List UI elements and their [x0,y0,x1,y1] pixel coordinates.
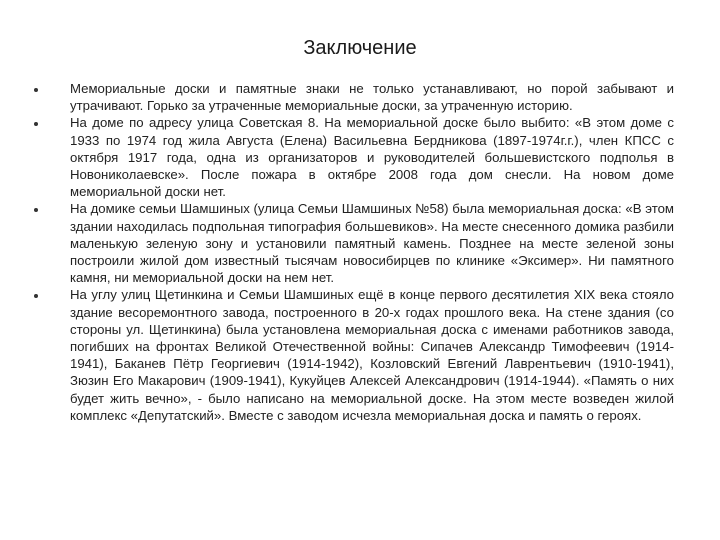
slide-title: Заключение [303,37,417,59]
bullet-text: На домике семьи Шамшиных (улица Семьи Шамшиных №58) была мемориальная доска: «В этом здании находилась подпольная типография большевиков». На месте снесенного домика разбили маленькую зеленую зону и установили памятный камень. Позднее на месте зеленой зоны построили жилой дом известный тысячам новосибирцев по клинике «Эксимер». Ни памятного камня, ни мемориальной доски на нем нет. [70,201,674,286]
bullet-item-2 [34,114,674,200]
bullet-text: На доме по адресу улица Советская 8. На мемориальной доске было выбито: «В этом доме с 1933 по 1974 год жила Августа (Елена) Васильевна Бердникова (1897-1974г.г.), член КПСС с октября 1917 года, одна из организаторов и руководителей большевистского подполья в Новониколаевске». После пожара в октябре 2008 года дом снесли. На новом доме мемориальной доски нет. [70,115,674,200]
bullet-dot-icon [34,122,38,126]
bullet-dot-icon [34,294,38,298]
bullet-item-3 [34,200,674,286]
bullet-dot-icon [34,88,38,92]
bullet-text: Мемориальные доски и памятные знаки не только устанавливают, но порой забывают и утрачивают. Горько за утраченные мемориальные доски, за утраченную историю. [70,81,674,114]
bullet-item-4 [34,286,674,424]
bullet-item-1 [34,80,674,114]
bullet-text: На углу улиц Щетинкина и Семьи Шамшиных ещё в конце первого десятилетия XIX века стояло здание весоремонтного завода, построенного в 20-х годах прошлого века. На стене здания (со стороны ул. Щетинкина) была установлена мемориальная доска с именами работников завода, погибших на фронтах Великой Отечественной войны: Сипачев Александр Тимофеевич (1914-1941), Баканев Пётр Георгиевич (1914-1942), Козловский Евгений Лаврентьевич (1910-1941), Зюзин Его Макарович (1909-1941), Кукуйцев Алексей Александрович (1914-1944). «Память о них будет жить вечно», - было написано на мемориальной доске. На этом месте возведен жилой комплекс «Депутатский». Вместе с заводом исчезла мемориальная доска и память о героях. [70,287,674,423]
bullet-dot-icon [34,208,38,212]
bullet-list [34,80,674,424]
